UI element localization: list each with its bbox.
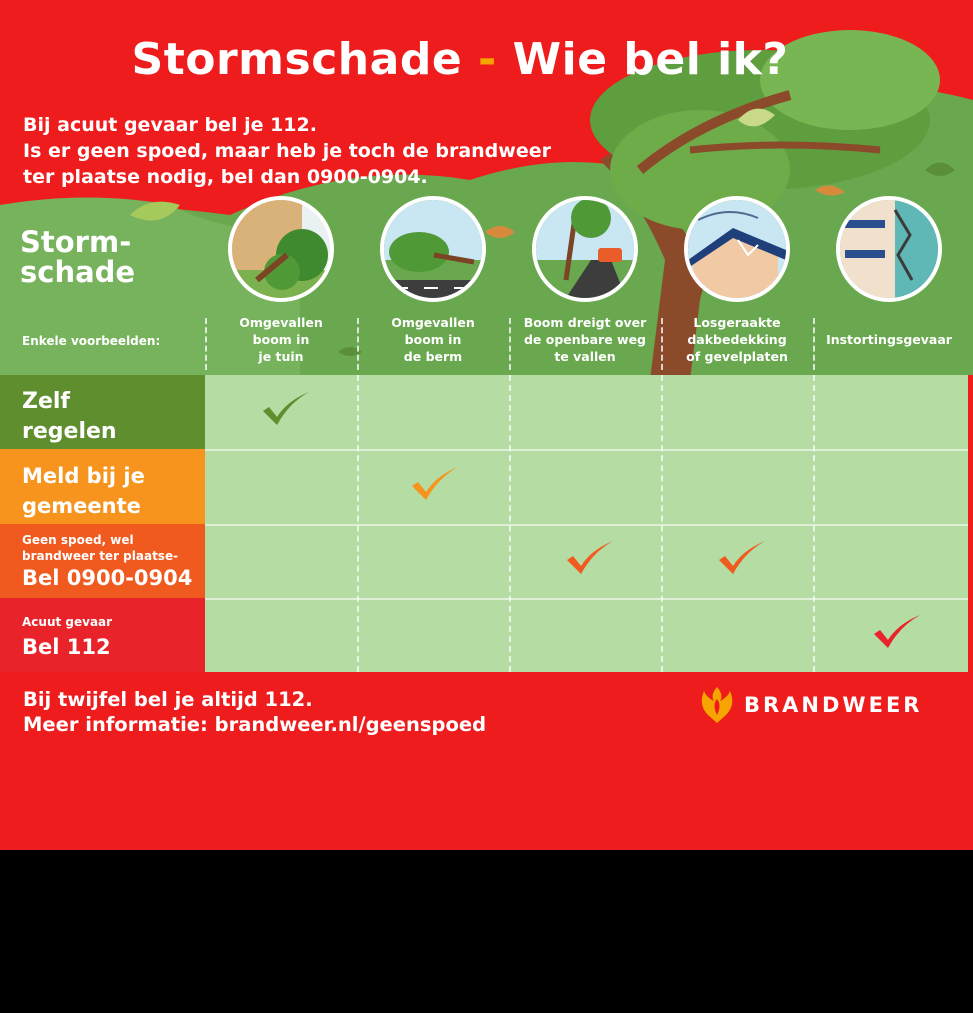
brandweer-logo: [698, 685, 922, 725]
column-header-3: Boom dreigt over de openbare weg te vallen: [523, 315, 647, 364]
grid-row-divider: [205, 449, 968, 451]
storm-label-line-1: Storm-: [20, 225, 132, 259]
intro-line-1: Bij acuut gevaar bel je 112.: [23, 114, 317, 136]
row-label-meld-gemeente: Meld bij je gemeente: [0, 449, 205, 524]
intro-line-3: ter plaatse nodig, bel dan 0900-0904.: [23, 166, 428, 188]
grid-row-divider: [205, 524, 968, 526]
footer-line-1: Bij twijfel bel je altijd 112.: [23, 688, 313, 711]
check-icon: [870, 612, 922, 654]
footer-line-2: Meer informatie: brandweer.nl/geenspoed: [23, 713, 487, 736]
row-label-bel-112: Acuut gevaar Bel 112: [0, 598, 205, 672]
column-header-4: Losgeraakte dakbedekking of gevelplaten: [686, 315, 788, 364]
fallen-tree-garden-icon: [228, 196, 334, 302]
tree-over-road-icon: [532, 196, 638, 302]
check-icon: [408, 464, 460, 506]
intro-line-2: Is er geen spoed, maar heb je toch de brandweer: [23, 140, 551, 162]
row-label-zelf-regelen: Zelf regelen: [0, 375, 205, 449]
examples-label: Enkele voorbeelden:: [22, 334, 161, 348]
row-label-bel-0900: Geen spoed, wel brandweer ter plaatse- Bel 0900-0904: [0, 524, 205, 598]
column-divider: [661, 318, 663, 370]
column-divider: [813, 318, 815, 370]
column-divider: [357, 318, 359, 370]
column-divider: [205, 318, 207, 370]
column-header-1: Omgevallen boom in je tuin: [239, 315, 323, 364]
decision-grid: [205, 375, 968, 672]
check-icon: [563, 538, 615, 580]
check-icon: [715, 538, 767, 580]
column-header-2: Omgevallen boom in de berm: [391, 315, 475, 364]
brandweer-logo-text: BRANDWEER: [744, 693, 923, 717]
collapse-danger-icon: [836, 196, 942, 302]
damaged-roof-icon: [684, 196, 790, 302]
column-divider: [509, 318, 511, 370]
brandweer-flame-logo-icon: [698, 685, 736, 725]
column-header-5: Instortingsgevaar: [826, 332, 952, 347]
check-icon: [259, 389, 311, 431]
grid-row-divider: [205, 598, 968, 600]
page-title: Stormschade - Wie bel ik?: [131, 34, 789, 85]
fallen-tree-roadside-icon: [380, 196, 486, 302]
storm-label-line-2: schade: [20, 255, 136, 289]
